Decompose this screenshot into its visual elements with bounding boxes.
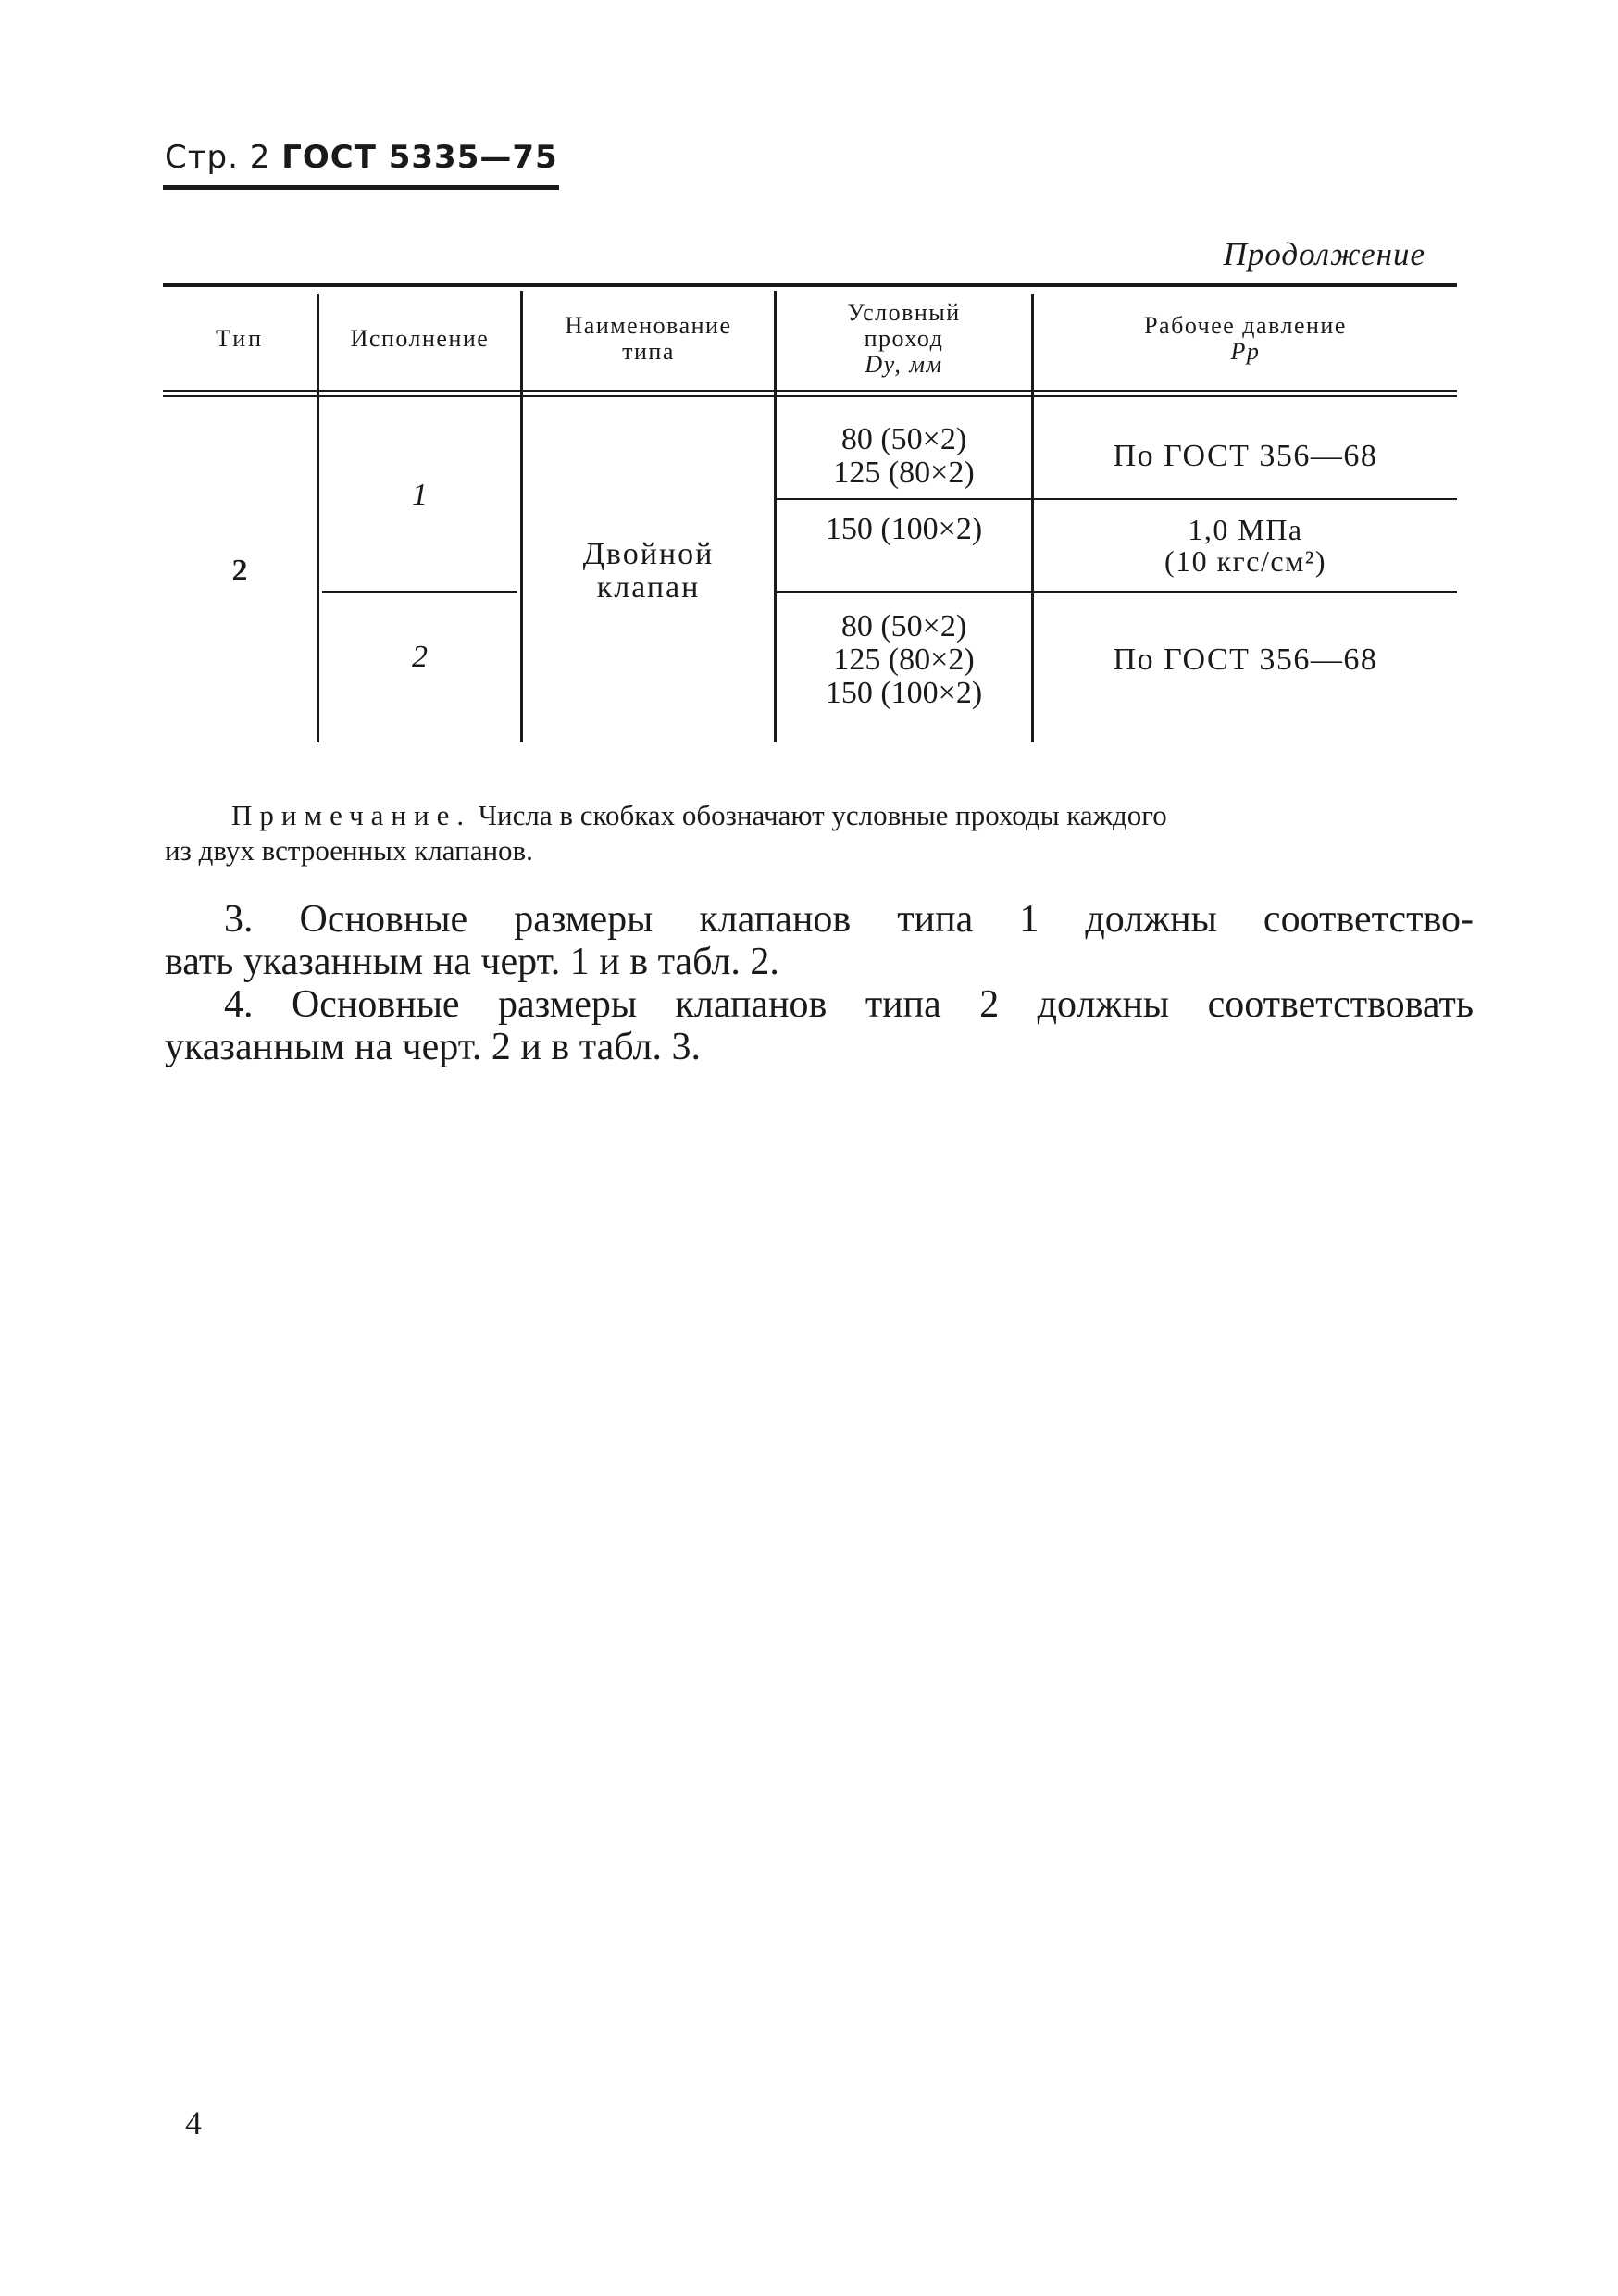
table-continuation-label: Продолжение <box>1223 236 1425 272</box>
row-divider-dn-2 <box>776 591 1457 593</box>
cell-dn-group-2: 150 (100×2) <box>825 512 983 546</box>
standard-number: ГОСТ 5335—75 <box>281 139 558 176</box>
col-header-type: Тип <box>215 325 265 352</box>
note-label: Примечание. <box>231 799 472 831</box>
cell-variant-2: 2 <box>412 640 428 674</box>
table-note <box>165 798 1474 868</box>
cell-pressure-1: По ГОСТ 356—68 <box>1113 439 1378 473</box>
page-label: Стр. 2 <box>165 139 271 176</box>
paragraph-3-line-2: вать указанным на черт. 1 и в табл. 2. <box>165 941 779 983</box>
col-header-name: Наименование типа <box>565 312 732 365</box>
table-top-rule <box>163 283 1457 287</box>
cell-type: 2 <box>231 554 248 588</box>
paragraph-4 <box>165 983 1474 1068</box>
cell-dn-group-1: 80 (50×2) 125 (80×2) <box>833 422 975 490</box>
col-header-nominal-bore: Условный проход Dу, мм <box>847 299 961 378</box>
paragraph-3-line-1: 3. Основные размеры клапанов типа 1 должны соответство- <box>224 898 1474 941</box>
paragraph-4-line-2: указанным на черт. 2 и в табл. 3. <box>165 1026 702 1068</box>
cell-type-name: Двойной клапан <box>582 537 715 605</box>
col-header-variant: Исполнение <box>350 325 490 352</box>
paragraph-4-line-1: 4. Основные размеры клапанов типа 2 должны соответствовать <box>224 983 1474 1026</box>
header-double-rule-lower <box>163 395 1457 397</box>
header-double-rule-upper <box>163 390 1457 392</box>
cell-pressure-3: По ГОСТ 356—68 <box>1113 643 1378 677</box>
note-line-1: Примечание. Числа в скобках обозначают условные проходы каждого <box>231 799 1167 831</box>
note-line-2: из двух встроенных клапанов. <box>165 834 533 867</box>
col-header-working-pressure: Рабочее давление Pр <box>1144 312 1347 365</box>
page-number: 4 <box>185 2104 202 2141</box>
cell-variant-1: 1 <box>412 478 428 512</box>
paragraph-3 <box>165 898 1474 983</box>
cell-dn-group-3: 80 (50×2) 125 (80×2) 150 (100×2) <box>825 609 983 710</box>
cell-pressure-2: 1,0 МПа (10 кгс/см²) <box>1164 513 1327 578</box>
